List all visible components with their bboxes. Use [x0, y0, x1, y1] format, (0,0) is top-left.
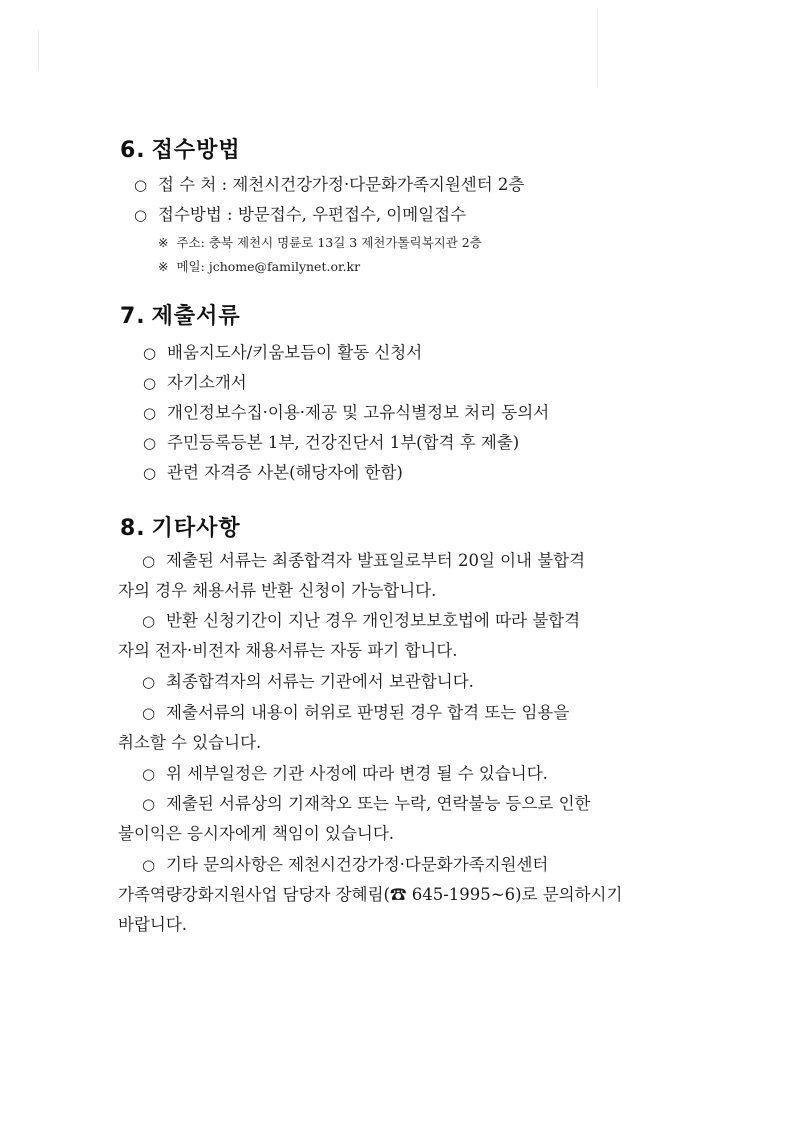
notice-line: 제출서류의 내용이 허위로 판명된 경우 합격 또는 임용을 — [166, 703, 570, 722]
note-mark-icon: ※ — [158, 259, 169, 274]
bullet-icon: ○ — [143, 434, 157, 452]
bullet-icon: ○ — [142, 552, 156, 570]
notice-line: 위 세부일정은 기관 사정에 따라 변경 될 수 있습니다. — [166, 764, 548, 783]
section-7-title: 제출서류 — [151, 304, 241, 329]
address-note — [158, 233, 482, 251]
notice-line: 제출된 서류상의 기재착오 또는 누락, 연락불능 등으로 인한 — [166, 794, 591, 813]
notice-paragraph — [118, 546, 690, 606]
section-7-number: 7. — [120, 304, 146, 329]
bullet-icon: ○ — [142, 612, 156, 630]
notice-line: 제출된 서류는 최종합격자 발표일로부터 20일 이내 불합격 — [166, 551, 586, 570]
section-6-number: 6. — [120, 138, 146, 163]
bullet-icon: ○ — [142, 795, 156, 813]
reception-place-line — [134, 171, 524, 195]
bullet-icon: ○ — [142, 673, 156, 691]
bullet-icon: ○ — [142, 704, 156, 722]
document-list-item — [143, 369, 247, 393]
notice-paragraph — [118, 606, 690, 666]
email-note-text: 메일: jchome@familynet.or.kr — [176, 259, 361, 274]
section-8-title: 기타사항 — [151, 516, 241, 541]
notice-paragraph — [118, 698, 690, 758]
document-list-item — [143, 339, 422, 363]
document-list-item-text: 자기소개서 — [167, 373, 247, 392]
notice-line: 최종합격자의 서류는 기관에서 보관합니다. — [166, 672, 474, 691]
section-7-heading — [120, 299, 241, 330]
section-6-title: 접수방법 — [151, 138, 241, 163]
bullet-icon: ○ — [134, 176, 148, 194]
reception-place-label: 접 수 처 — [158, 175, 217, 194]
notice-line: 바랍니다. — [118, 915, 188, 934]
notice-line: 자의 전자·비전자 채용서류는 자동 파기 합니다. — [118, 641, 458, 660]
notice-line: 기타 문의사항은 제천시건강가정·다문화가족지원센터 — [166, 855, 549, 874]
bullet-icon: ○ — [143, 404, 157, 422]
notice-line: 가족역량강화지원사업 담당자 장혜림(☎ 645-1995~6)로 문의하시기 — [118, 885, 623, 904]
document-list-item-text: 배움지도사/키움보듬이 활동 신청서 — [167, 343, 423, 362]
document-list-item-text: 관련 자격증 사본(해당자에 한함) — [167, 463, 403, 482]
document-list-item-text: 개인정보수집·이용·제공 및 고유식별정보 처리 동의서 — [167, 403, 550, 422]
scan-edge-right — [597, 8, 598, 88]
section-8-number: 8. — [120, 516, 146, 541]
reception-method-value: : 방문접수, 우편접수, 이메일접수 — [227, 205, 467, 224]
notice-paragraph — [118, 850, 690, 940]
document-list-item-text: 주민등록등본 1부, 건강진단서 1부(합격 후 제출) — [167, 433, 520, 452]
notice-paragraph — [118, 759, 690, 789]
section-6-heading — [120, 133, 241, 164]
bullet-icon: ○ — [142, 856, 156, 874]
notice-paragraph — [118, 789, 690, 849]
notice-line: 자의 경우 채용서류 반환 신청이 가능합니다. — [118, 581, 437, 600]
reception-place-value: : 제천시건강가정·다문화가족지원센터 2층 — [221, 175, 525, 194]
bullet-icon: ○ — [143, 464, 157, 482]
bullet-icon: ○ — [143, 344, 157, 362]
bullet-icon: ○ — [143, 374, 157, 392]
document-list-item — [143, 459, 403, 483]
bullet-icon: ○ — [142, 765, 156, 783]
document-list-item — [143, 399, 549, 423]
section-8-heading — [120, 511, 241, 542]
scan-edge-left — [38, 30, 39, 70]
bullet-icon: ○ — [134, 206, 148, 224]
address-note-text: 주소: 충북 제천시 명륜로 13길 3 제천가톨릭복지관 2층 — [176, 235, 482, 250]
note-mark-icon: ※ — [158, 235, 169, 250]
reception-method-label: 접수방법 — [158, 205, 222, 224]
notice-line: 취소할 수 있습니다. — [118, 733, 262, 752]
email-note — [158, 257, 360, 275]
document-list-item — [143, 429, 519, 453]
notice-line: 불이익은 응시자에게 책임이 있습니다. — [118, 824, 395, 843]
reception-method-line — [134, 201, 466, 225]
notice-paragraph — [118, 667, 690, 697]
notice-line: 반환 신청기간이 지난 경우 개인정보보호법에 따라 불합격 — [166, 611, 581, 630]
